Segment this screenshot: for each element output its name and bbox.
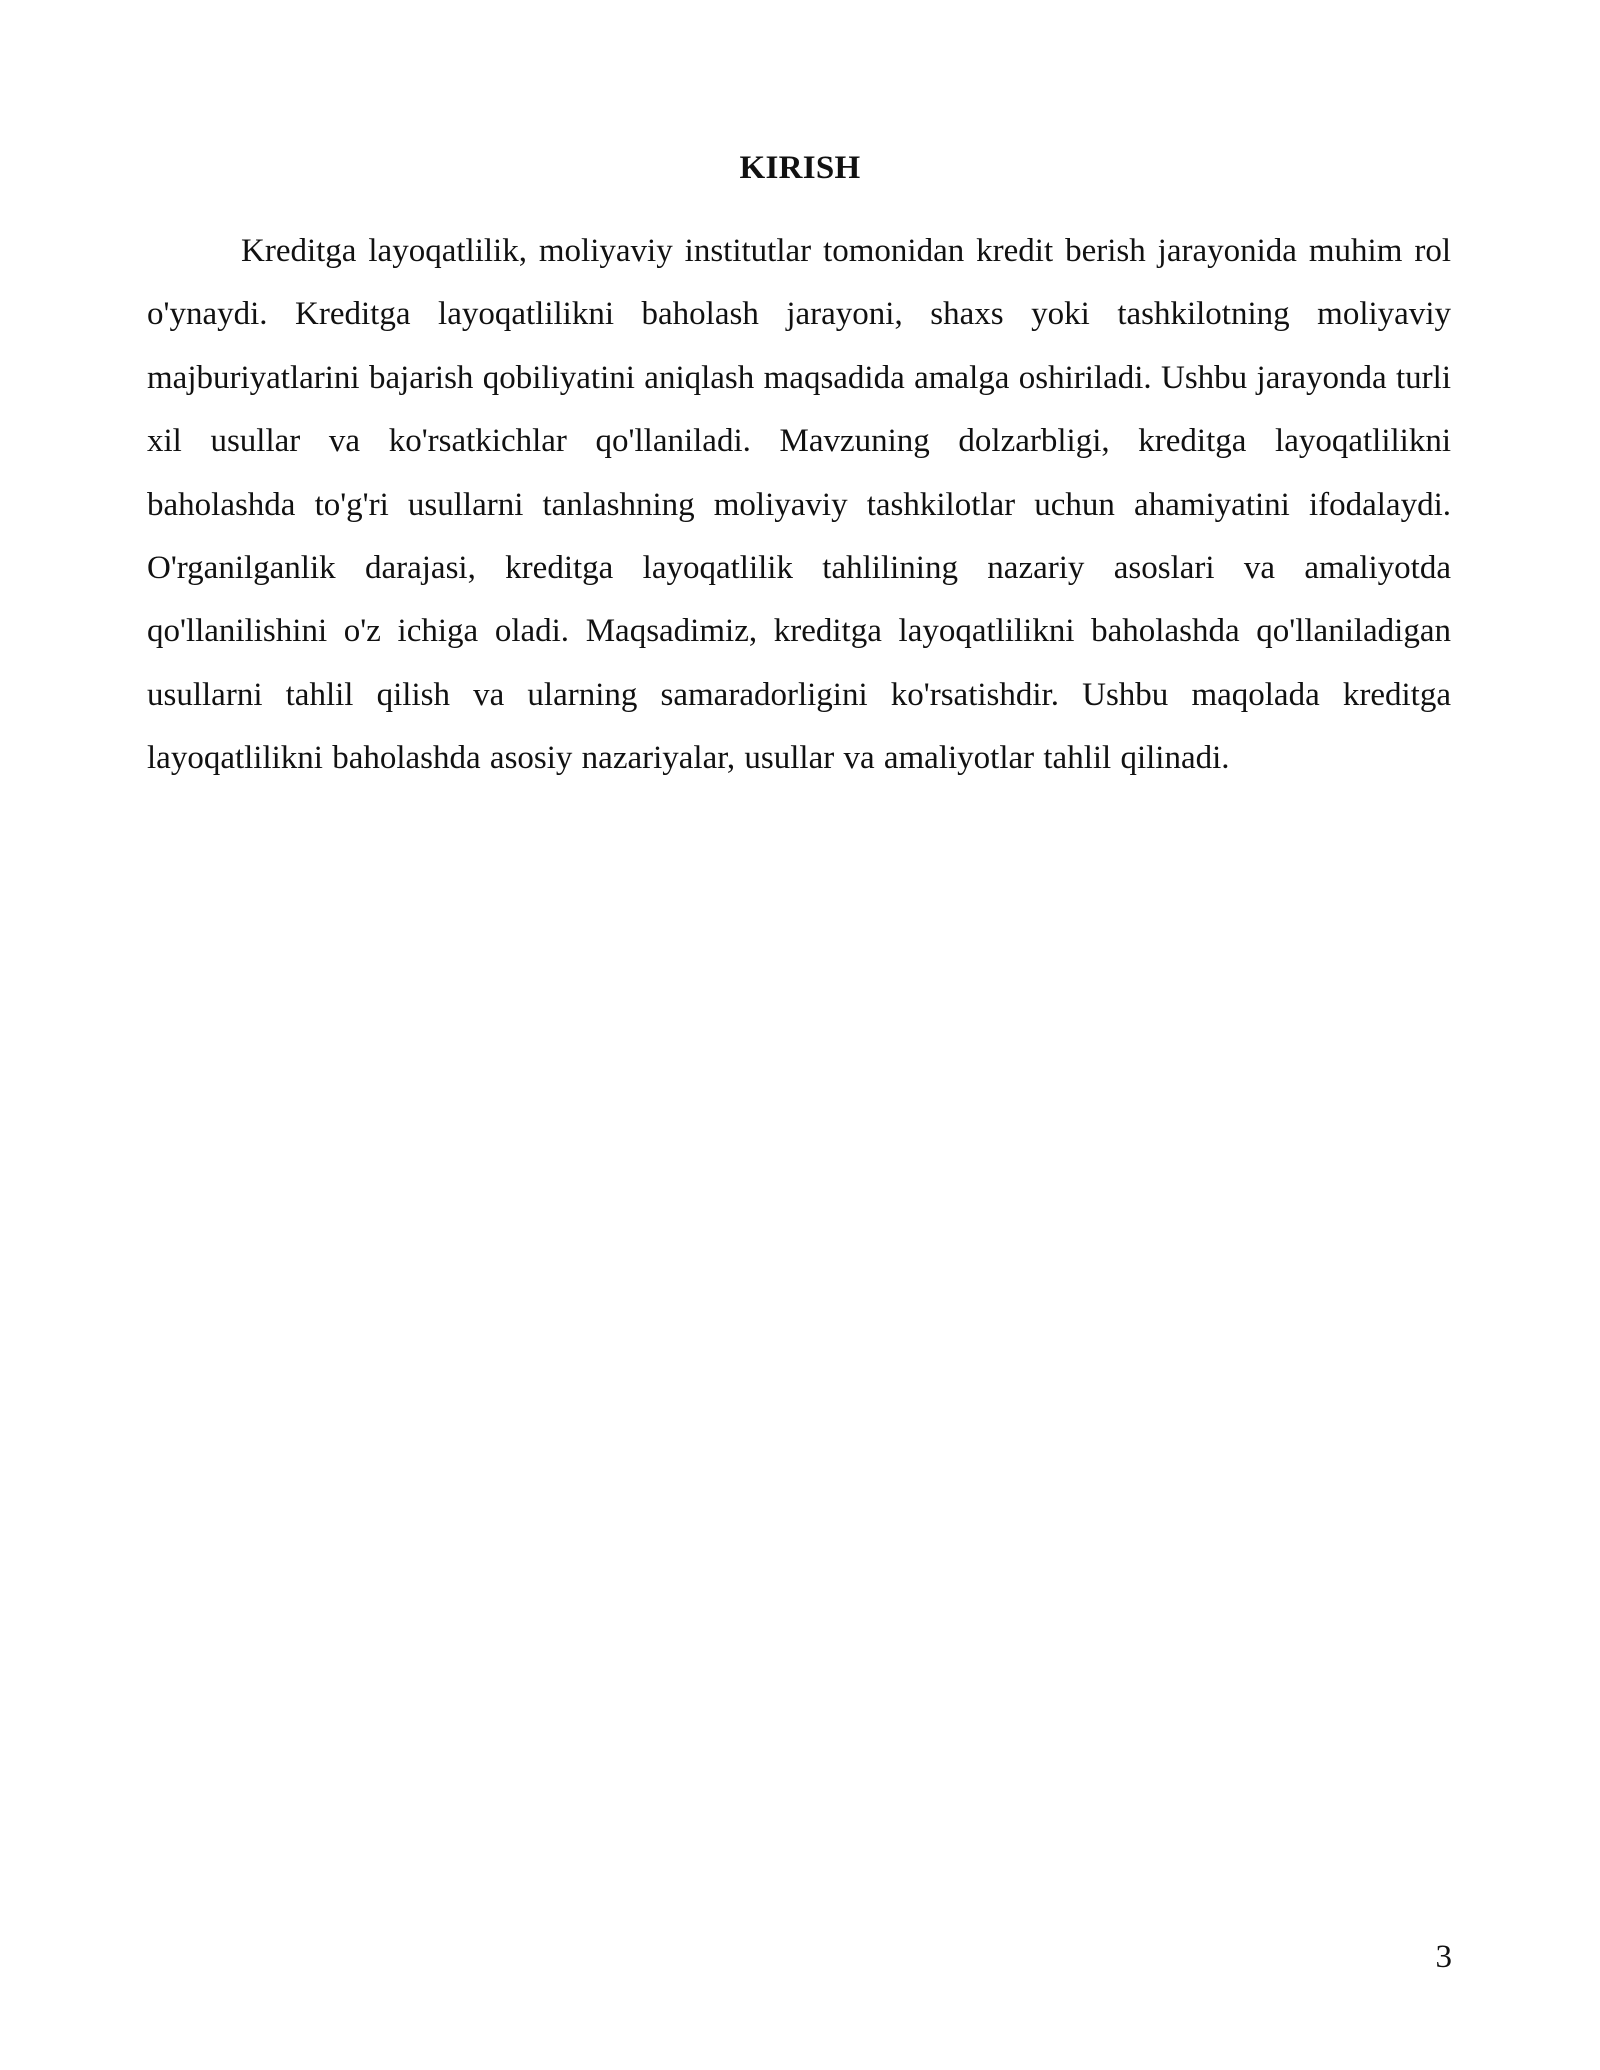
- introduction-paragraph: Kreditga layoqatlilik, moliyaviy institutlar tomonidan kredit berish jarayonida muhim rol o'ynaydi. Kreditga layoqatlilikni baholash jarayoni, shaxs yoki tashkilotning moliyaviy majburiyatlarini bajarish qobiliyatini aniqlash maqsadida amalga oshiriladi. Ushbu jarayonda turli xil usullar va ko'rsatkichlar qo'llaniladi. Mavzuning dolzarbligi, kreditga layoqatlilikni baholashda to'g'ri usullarni tanlashning moliyaviy tashkilotlar uchun ahamiyatini ifodalaydi. O'rganilganlik darajasi, kreditga layoqatlilik tahlilining nazariy asoslari va amaliyotda qo'llanilishini o'z ichiga oladi. Maqsadimiz, kreditga layoqatlilikni baholashda qo'llaniladigan usullarni tahlil qilish va ularning samaradorligini ko'rsatishdir. Ushbu maqolada kreditga layoqatlilikni baholashda asosiy nazariyalar, usullar va amaliyotlar tahlil qilinadi.: [147, 233, 1451, 777]
- page-number: 3: [1435, 1939, 1452, 1975]
- section-heading: KIRISH: [739, 150, 861, 186]
